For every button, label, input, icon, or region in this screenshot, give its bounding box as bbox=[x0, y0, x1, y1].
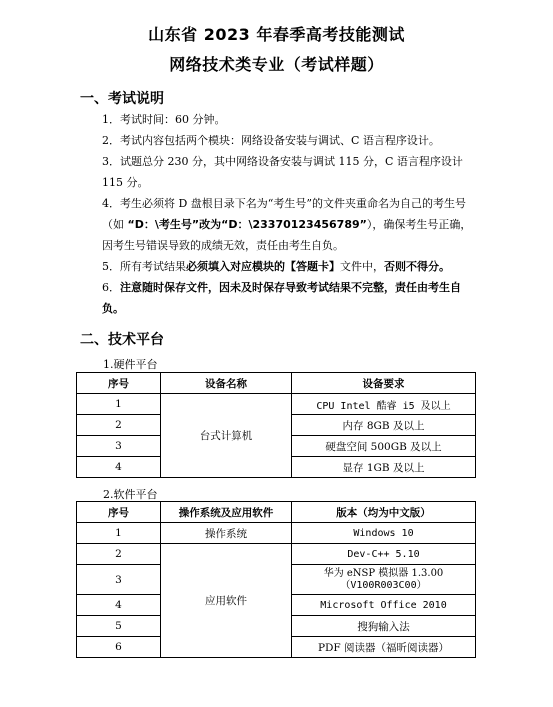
hardware-table bbox=[76, 372, 476, 478]
hw-header-no: 序号 bbox=[77, 373, 161, 394]
sw-row-ver: Dev-C++ 5.10 bbox=[292, 544, 476, 565]
hardware-header-row bbox=[77, 373, 476, 394]
item-2: 2．考试内容包括两个模块：网络设备安装与调试、C 语言程序设计。 bbox=[102, 134, 440, 147]
item-4-text-a: 4．考生必须将 D 盘根目录下名为“考生号”的文件夹重命名为自己的考生号（如 bbox=[102, 197, 467, 231]
item-6-bold: 注意随时保存文件，因未及时保存导致考试结果不完整，责任由考生自负。 bbox=[102, 281, 461, 315]
hw-row-no: 4 bbox=[77, 457, 161, 478]
item-3: 3．试题总分 230 分，其中网络设备安装与调试 115 分，C 语言程序设计 115 分。 bbox=[102, 155, 463, 189]
hw-row-req: 内存 8GB 及以上 bbox=[292, 415, 476, 436]
item-6-num: 6． bbox=[102, 281, 120, 294]
sw-apps-name: 应用软件 bbox=[161, 544, 292, 658]
sw-header-no: 序号 bbox=[77, 502, 161, 523]
hw-row-req: CPU Intel 酷睿 i5 及以上 bbox=[292, 394, 476, 415]
sw-row-no: 2 bbox=[77, 544, 161, 565]
section2-heading: 二、技术平台 bbox=[80, 332, 164, 348]
sw-row-ver-detail: （V100R003C00） bbox=[340, 579, 427, 591]
item-1: 1．考试时间：60 分钟。 bbox=[102, 113, 226, 126]
sw-row-ver: Windows 10 bbox=[292, 523, 476, 544]
sw-row-ver: 华为 eNSP 模拟器 1.3.00 bbox=[323, 567, 444, 579]
item-5-bold-a: 必须填入对应模块的【答题卡】 bbox=[186, 260, 340, 273]
hw-header-name: 设备名称 bbox=[161, 373, 292, 394]
hw-row-no: 3 bbox=[77, 436, 161, 457]
table-row bbox=[77, 523, 476, 544]
software-table bbox=[76, 501, 476, 658]
item-6 bbox=[80, 277, 476, 319]
sw-row-ver: Microsoft Office 2010 bbox=[292, 595, 476, 616]
hw-row-req: 硬盘空间 500GB 及以上 bbox=[292, 436, 476, 457]
item-5 bbox=[80, 256, 476, 277]
section1-heading: 一、考试说明 bbox=[80, 91, 164, 107]
sw-row-no: 3 bbox=[77, 565, 161, 595]
doc-title-line2: 网络技术类专业（考试样题） bbox=[169, 55, 384, 74]
sw-row-no: 1 bbox=[77, 523, 161, 544]
sw-header-name: 操作系统及应用软件 bbox=[161, 502, 292, 523]
sw-row-ver: 搜狗输入法 bbox=[292, 616, 476, 637]
sw-row-no: 4 bbox=[77, 595, 161, 616]
sw-row-no: 5 bbox=[77, 616, 161, 637]
hw-device-name: 台式计算机 bbox=[161, 394, 292, 478]
item-5-text-a: 5．所有考试结果 bbox=[102, 260, 186, 273]
hw-row-no: 1 bbox=[77, 394, 161, 415]
table-row bbox=[77, 544, 476, 565]
item-5-bold-d: 否则不得分。 bbox=[384, 260, 450, 273]
hw-row-no: 2 bbox=[77, 415, 161, 436]
sw-row-ver: PDF 阅读器（福昕阅读器） bbox=[292, 637, 476, 658]
hw-row-req: 显存 1GB 及以上 bbox=[292, 457, 476, 478]
hw-header-req: 设备要求 bbox=[292, 373, 476, 394]
item-4-text-c: ），确保考生号正确，因考生号错误导致的成绩无效，责任由考生自负。 bbox=[102, 218, 472, 252]
software-header-row bbox=[77, 502, 476, 523]
sw-row-ver-multiline bbox=[292, 565, 476, 595]
item-4 bbox=[80, 193, 476, 256]
doc-title-line1: 山东省 2023 年春季高考技能测试 bbox=[148, 25, 405, 44]
sw-row-no: 6 bbox=[77, 637, 161, 658]
sw-os-name: 操作系统 bbox=[161, 523, 292, 544]
hardware-caption: 1.硬件平台 bbox=[103, 358, 158, 371]
item-5-text-c: 文件中， bbox=[340, 260, 384, 273]
sw-header-ver: 版本（均为中文版） bbox=[292, 502, 476, 523]
item-4-path-example: “D：\考生号”改为“D：\23370123456789” bbox=[127, 218, 367, 231]
section1-body bbox=[80, 109, 476, 319]
table-row bbox=[77, 394, 476, 415]
software-caption: 2.软件平台 bbox=[103, 488, 158, 501]
